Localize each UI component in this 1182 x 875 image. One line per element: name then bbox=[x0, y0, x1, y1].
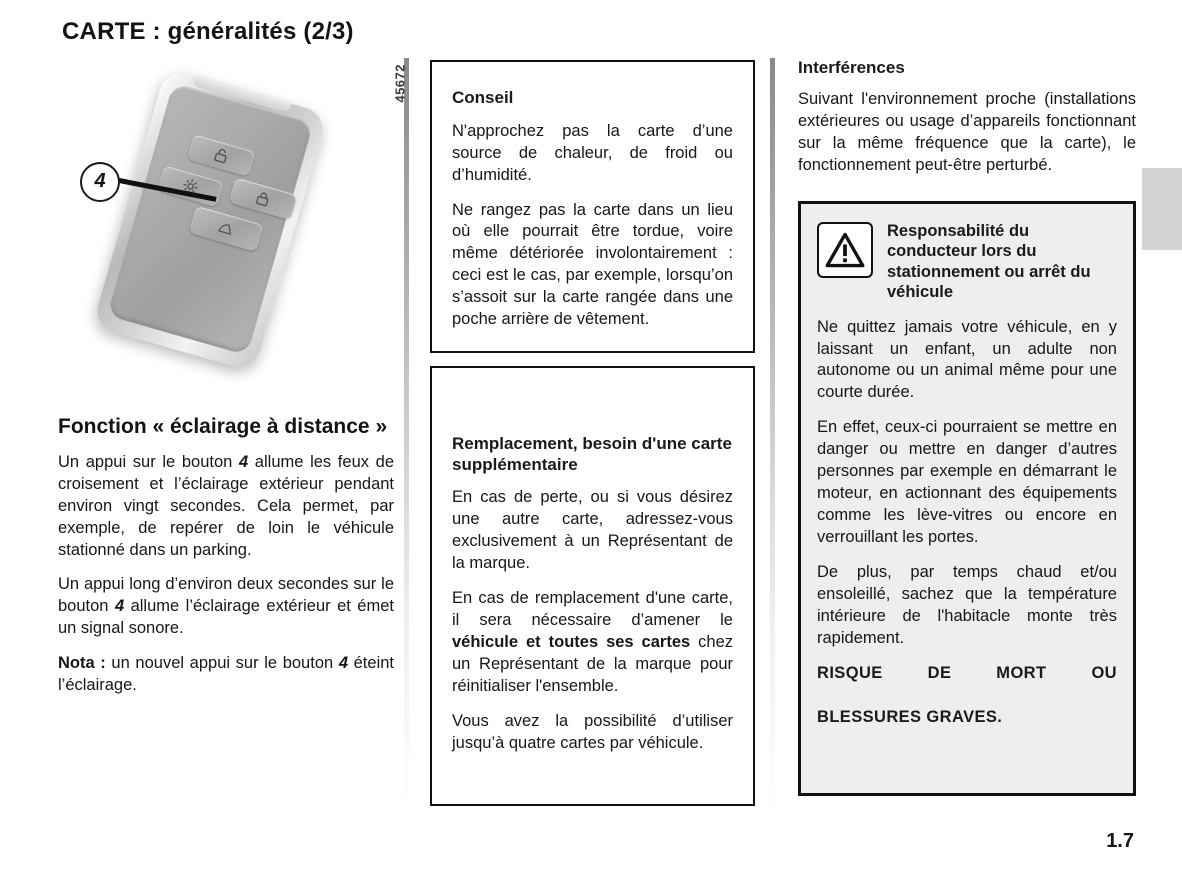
keycard-illustration bbox=[74, 76, 374, 386]
chapter-edge-tab bbox=[1142, 168, 1182, 250]
paragraph: Ne rangez pas la carte dans un lieu où elle pourrait être tordue, voire même détériorée involontairement : ceci est le cas, par exemple, lorsqu’on s’assoit sur la carte rangée dans une poche arrière de vêtement. bbox=[452, 200, 733, 329]
keycard-unlock-button bbox=[187, 134, 256, 177]
text-run: un nouvel appui sur le bouton bbox=[105, 654, 339, 673]
interferences-heading: Interférences bbox=[798, 58, 905, 77]
text-run: Un appui long d’environ deux secondes sur le bouton bbox=[58, 575, 394, 616]
page-number: 1.7 bbox=[1106, 830, 1134, 852]
keycard-body bbox=[92, 68, 327, 372]
left-column-body bbox=[58, 452, 394, 697]
paragraph: Ne quittez jamais votre véhicule, en y laissant un enfant, un adulte non autonome ou un animal même pour une courte durée. bbox=[817, 317, 1117, 402]
text-run-label: Nota : bbox=[58, 654, 106, 673]
text-run: éteint l’éclairage. bbox=[58, 654, 394, 695]
unlock-padlock-icon bbox=[211, 146, 231, 166]
figure-reference-number: 45672 bbox=[393, 64, 408, 103]
paragraph bbox=[452, 588, 733, 698]
warning-emphasis bbox=[817, 663, 1117, 729]
keycard-boot-button bbox=[189, 206, 264, 252]
warning-title: Responsabilité du conducteur lors du stationnement ou arrêt du véhicule bbox=[887, 221, 1091, 302]
text-run: allume l’éclairage extérieur et émet un signal sonore. bbox=[58, 597, 394, 638]
paragraph: En effet, ceux-ci pourraient se mettre en danger ou mettre en danger d’autres personnes par exemple en démarrant le moteur, en actionnant des équipements comme les lève-vitres ou encore en verrouillant les portes. bbox=[817, 418, 1117, 546]
conseil-heading: Conseil bbox=[452, 88, 514, 107]
paragraph bbox=[58, 452, 394, 562]
paragraph: Suivant l'environnement proche (installations extérieures ou usage d’appareils fonctionnant sur la même fréquence que la carte), le fonctionnement peut-être perturbé. bbox=[798, 90, 1136, 174]
left-column-heading: Fonction « éclairage à distance » bbox=[58, 415, 388, 438]
remplacement-box bbox=[430, 366, 755, 806]
column-divider-left bbox=[404, 58, 409, 813]
text-run: En cas de perte, ou si vous désirez une autre carte, adressez-vous exclusivement à un Représentant de la marque. bbox=[452, 488, 733, 573]
keycard-face bbox=[107, 83, 314, 356]
text-run: allume les feux de croisement et l’éclairage extérieur pendant environ vingt secondes. Cela permet, par exemple, de repérer de loin le véhicule stationné dans un parking. bbox=[58, 452, 395, 559]
warning-triangle-icon bbox=[817, 222, 873, 278]
car-boot-open-icon bbox=[215, 219, 238, 238]
column-divider-right bbox=[770, 58, 775, 813]
warning-header bbox=[817, 220, 1117, 303]
keycard-figure bbox=[58, 58, 408, 393]
text-run: chez un Représentant de la marque pour réinitialiser l'ensemble. bbox=[452, 633, 733, 695]
paragraph bbox=[452, 711, 733, 755]
right-column bbox=[798, 58, 1136, 796]
text-run-emphasis: 4 bbox=[338, 654, 348, 673]
lock-padlock-icon bbox=[253, 189, 273, 209]
driver-responsibility-warning-box bbox=[798, 201, 1136, 796]
keycard-lock-button bbox=[229, 177, 298, 220]
text-run: En cas de remplacement d'une carte, il sera nécessaire d’amener le bbox=[452, 589, 733, 630]
middle-column bbox=[430, 60, 755, 806]
paragraph: De plus, par temps chaud et/ou ensoleillé, sachez que la température intérieure de l'habitacle monte très rapidement. bbox=[817, 562, 1117, 647]
warning-emphasis-line-2: BLESSURES GRAVES. bbox=[817, 707, 1003, 726]
text-run: Un appui sur le bouton bbox=[58, 452, 239, 471]
warning-emphasis-line-1: RISQUE DE MORT OU bbox=[817, 663, 1117, 682]
text-run-emphasis: 4 bbox=[114, 597, 125, 616]
remplacement-heading: Remplacement, besoin d'une carte supplémentaire bbox=[452, 434, 732, 474]
paragraph bbox=[452, 487, 733, 575]
paragraph bbox=[58, 574, 394, 640]
callout-marker-4: 4 bbox=[80, 162, 120, 202]
paragraph: N'approchez pas la carte d’une source de chaleur, de froid ou d’humidité. bbox=[452, 121, 733, 184]
warning-triangle-glyph bbox=[825, 231, 865, 269]
text-run: Vous avez la possibilité d’utiliser jusqu’à quatre cartes par véhicule. bbox=[452, 711, 733, 752]
text-run-emphasis: 4 bbox=[238, 452, 249, 471]
text-run-emphasis: véhicule et toutes ses cartes bbox=[452, 633, 691, 652]
conseil-box bbox=[430, 60, 755, 353]
left-column bbox=[58, 58, 408, 697]
page-title: CARTE : généralités (2/3) bbox=[62, 18, 354, 45]
paragraph bbox=[58, 653, 394, 697]
